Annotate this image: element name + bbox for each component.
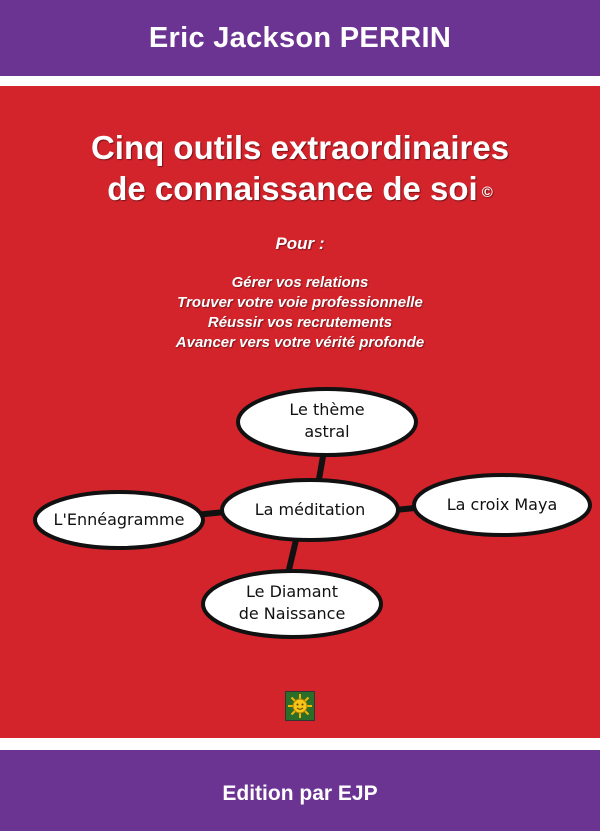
publisher-name: Edition par EJP — [222, 781, 378, 805]
node-bottom-line-1: Le Diamant — [246, 582, 338, 601]
sun-face-icon — [285, 691, 315, 721]
node-bottom-line-2: de Naissance — [238, 604, 346, 623]
title-line-1: Cinq outils extraordinaires — [90, 129, 510, 166]
node-top-line-2: astral — [304, 422, 350, 441]
node-left-label: L'Ennéagramme — [53, 510, 185, 529]
subtitle-lead: Pour : — [275, 234, 325, 253]
title-line-2: de connaissance de soi © — [107, 170, 493, 207]
goal-item: Réussir vos recrutements — [207, 314, 393, 331]
goal-item: Gérer vos relations — [231, 274, 369, 291]
node-right-label: La croix Maya — [446, 495, 558, 514]
copyright-mark: © — [481, 184, 493, 201]
node-center-label: La méditation — [254, 500, 366, 519]
node-top-label — [247, 399, 407, 443]
goal-item: Trouver votre voie professionnelle — [177, 294, 423, 311]
goal-item: Avancer vers votre vérité profonde — [175, 334, 425, 351]
publisher-band — [0, 750, 600, 831]
node-bottom-label — [212, 581, 372, 625]
author-name: Eric Jackson PERRIN — [148, 21, 452, 54]
node-top-line-1: Le thème — [289, 400, 365, 419]
